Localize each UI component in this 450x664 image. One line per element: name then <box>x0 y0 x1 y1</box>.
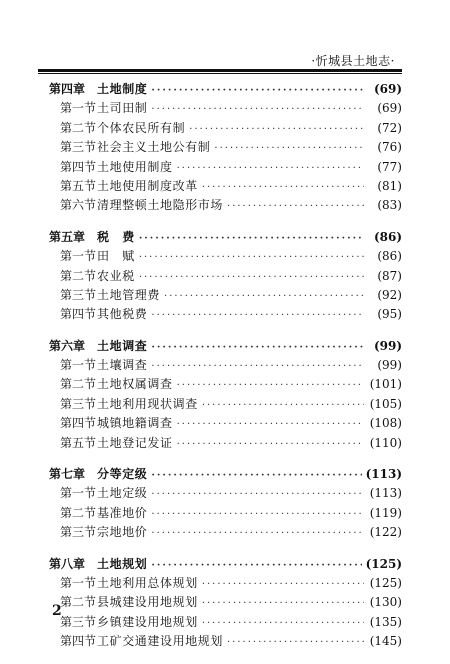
section-entry-page: (69) <box>377 101 402 116</box>
section-entry[interactable] <box>49 247 402 266</box>
section-entry-number: 第四节 <box>60 416 97 431</box>
section-entry[interactable] <box>49 356 402 375</box>
header-rule-thin <box>38 73 402 74</box>
section-entry-number: 第六节 <box>60 198 97 213</box>
section-entry-title: 农业税 <box>97 268 135 283</box>
section-entry-title: 土地使用制度 <box>97 159 173 174</box>
chapter-entry-title: 土地制度 <box>97 82 148 96</box>
section-entry-title: 土地管理费 <box>97 287 161 302</box>
chapter-entry[interactable] <box>49 228 402 247</box>
section-entry[interactable] <box>49 305 402 324</box>
section-entry-page: (72) <box>377 120 402 135</box>
section-entry-number: 第一节 <box>60 101 97 116</box>
dot-leader <box>139 233 364 244</box>
section-entry-page: (130) <box>369 595 402 610</box>
dot-leader <box>151 310 364 321</box>
dot-leader <box>177 419 364 430</box>
section-entry-number: 第一节 <box>60 486 97 501</box>
section-entry[interactable] <box>49 414 402 433</box>
dot-leader <box>164 291 364 302</box>
section-entry-number: 第一节 <box>60 249 97 264</box>
dot-leader <box>151 489 364 500</box>
section-entry-number: 第三节 <box>60 396 97 411</box>
section-entry-number: 第二节 <box>60 120 97 135</box>
section-entry[interactable] <box>49 632 402 651</box>
section-entry[interactable] <box>49 158 402 177</box>
section-entry[interactable] <box>49 99 402 118</box>
chapter-entry-title: 分等定级 <box>97 467 148 482</box>
section-entry[interactable] <box>49 286 402 305</box>
chapter-entry-page: (113) <box>365 467 402 482</box>
section-entry-page: (99) <box>377 358 402 373</box>
chapter-entry-number: 第五章 <box>49 229 86 244</box>
section-entry[interactable] <box>49 196 402 215</box>
dot-leader <box>202 598 364 609</box>
page-number: 2 <box>52 603 62 619</box>
section-entry-page: (76) <box>377 140 402 155</box>
section-entry[interactable] <box>49 177 402 196</box>
section-entry-number: 第四节 <box>60 159 97 174</box>
dot-leader <box>139 252 364 263</box>
dot-leader <box>214 143 364 154</box>
dot-leader <box>151 342 364 353</box>
section-entry-number: 第二节 <box>60 505 97 520</box>
section-entry-number: 第四节 <box>60 634 97 649</box>
chapter-block <box>49 228 402 325</box>
section-entry-title: 土地登记发证 <box>97 435 173 450</box>
section-entry-number: 第二节 <box>60 377 97 392</box>
running-head: ·忻城县土地志· <box>311 54 395 68</box>
section-entry-title: 乡镇建设用地规划 <box>97 614 198 629</box>
section-entry[interactable] <box>49 613 402 632</box>
section-entry-page: (122) <box>369 525 402 540</box>
section-entry[interactable] <box>49 395 402 414</box>
dot-leader <box>151 470 361 481</box>
dot-leader <box>202 618 364 629</box>
section-entry-page: (119) <box>369 505 402 520</box>
chapter-entry-number: 第四章 <box>49 82 86 96</box>
chapter-entry-page: (125) <box>365 556 402 571</box>
section-entry-title: 工矿交通建设用地规划 <box>97 634 224 649</box>
section-entry[interactable] <box>49 523 402 542</box>
dot-leader <box>151 509 364 520</box>
dot-leader <box>202 182 364 193</box>
section-entry-title: 田 赋 <box>97 249 135 264</box>
section-entry-number: 第一节 <box>60 358 97 373</box>
section-entry-page: (92) <box>377 287 402 302</box>
section-entry-title: 宗地地价 <box>97 525 148 540</box>
chapter-entry[interactable] <box>49 555 402 574</box>
section-entry-number: 第五节 <box>60 178 97 193</box>
section-entry-page: (145) <box>369 634 402 649</box>
header-rule <box>38 69 402 72</box>
dot-leader <box>227 201 364 212</box>
chapter-entry-title: 土地规划 <box>97 556 148 571</box>
section-entry-number: 第一节 <box>60 575 97 590</box>
dot-leader <box>177 163 364 174</box>
dot-leader <box>177 380 364 391</box>
chapter-block <box>49 555 402 652</box>
section-entry-page: (86) <box>377 249 402 264</box>
section-entry-title: 土地使用制度改革 <box>97 178 198 193</box>
section-entry-title: 基准地价 <box>97 505 148 520</box>
section-entry-title: 清理整顿土地隐形市场 <box>97 198 224 213</box>
section-entry-page: (105) <box>369 396 402 411</box>
chapter-entry-page: (69) <box>373 82 402 96</box>
section-entry-page: (108) <box>369 416 402 431</box>
section-entry[interactable] <box>49 375 402 394</box>
chapter-entry[interactable] <box>49 465 402 484</box>
dot-leader <box>151 85 364 96</box>
chapter-block <box>49 465 402 543</box>
dot-leader <box>139 272 364 283</box>
section-entry-number: 第三节 <box>60 614 97 629</box>
chapter-block <box>49 337 402 453</box>
dot-leader <box>151 361 364 372</box>
section-entry-page: (113) <box>369 486 402 501</box>
section-entry-page: (110) <box>369 435 402 450</box>
section-entry-number: 第三节 <box>60 287 97 302</box>
section-entry[interactable] <box>49 138 402 157</box>
dot-leader <box>189 124 364 135</box>
chapter-entry-page: (86) <box>373 229 402 244</box>
section-entry-title: 社会主义土地公有制 <box>97 140 211 155</box>
section-entry-number: 第五节 <box>60 435 97 450</box>
section-entry-title: 其他税费 <box>97 307 148 322</box>
chapter-entry[interactable] <box>49 80 402 99</box>
section-entry-page: (81) <box>377 178 402 193</box>
dot-leader <box>177 439 364 450</box>
chapter-entry-page: (99) <box>373 338 402 353</box>
section-entry-title: 县城建设用地规划 <box>97 595 198 610</box>
chapter-block <box>49 80 402 216</box>
section-entry[interactable] <box>49 434 402 453</box>
section-entry-number: 第三节 <box>60 140 97 155</box>
section-entry-title: 土壤调查 <box>97 358 148 373</box>
chapter-entry-number: 第六章 <box>49 338 86 353</box>
chapter-entry[interactable] <box>49 337 402 356</box>
chapter-entry-number: 第八章 <box>49 556 86 571</box>
section-entry-page: (125) <box>369 575 402 590</box>
section-entry-title: 个体农民所有制 <box>97 120 186 135</box>
dot-leader <box>202 579 364 590</box>
section-entry-title: 城镇地籍调查 <box>97 416 173 431</box>
section-entry-page: (83) <box>377 198 402 213</box>
section-entry[interactable] <box>49 593 402 612</box>
section-entry[interactable] <box>49 484 402 503</box>
section-entry-title: 土地定级 <box>97 486 148 501</box>
section-entry[interactable] <box>49 119 402 138</box>
section-entry-number: 第三节 <box>60 525 97 540</box>
section-entry[interactable] <box>49 574 402 593</box>
section-entry[interactable] <box>49 267 402 286</box>
dot-leader <box>202 400 364 411</box>
chapter-entry-number: 第七章 <box>49 467 86 482</box>
section-entry[interactable] <box>49 504 402 523</box>
section-entry-number: 第二节 <box>60 595 97 610</box>
section-entry-page: (101) <box>369 377 402 392</box>
dot-leader <box>151 560 361 571</box>
section-entry-title: 土司田制 <box>97 101 148 116</box>
chapter-entry-title: 税 费 <box>97 229 135 244</box>
section-entry-number: 第四节 <box>60 307 97 322</box>
section-entry-page: (77) <box>377 159 402 174</box>
section-entry-number: 第二节 <box>60 268 97 283</box>
dot-leader <box>151 528 364 539</box>
table-of-contents <box>49 80 402 664</box>
dot-leader <box>227 637 364 648</box>
section-entry-title: 土地权属调查 <box>97 377 173 392</box>
section-entry-title: 土地利用现状调查 <box>97 396 198 411</box>
section-entry-page: (87) <box>377 268 402 283</box>
section-entry-page: (95) <box>377 307 402 322</box>
chapter-entry-title: 土地调查 <box>97 338 148 353</box>
section-entry-page: (135) <box>369 614 402 629</box>
section-entry-title: 土地利用总体规划 <box>97 575 198 590</box>
dot-leader <box>151 104 364 115</box>
